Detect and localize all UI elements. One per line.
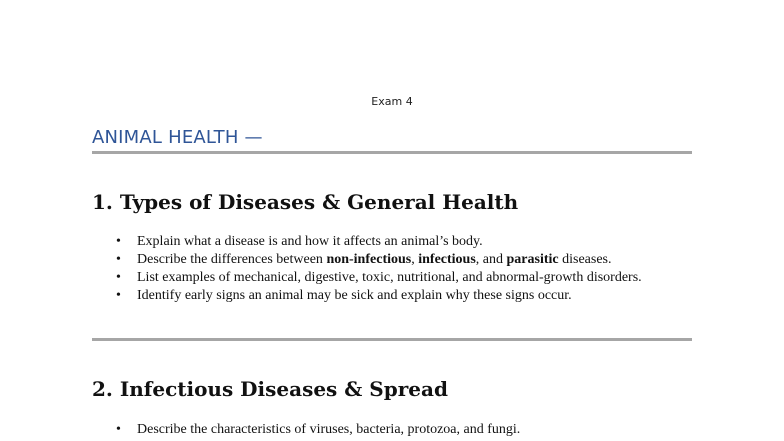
text-run: , xyxy=(411,252,419,267)
text-run: Describe the differences between xyxy=(137,252,327,267)
list-item-text xyxy=(137,252,612,267)
title-divider xyxy=(92,151,692,154)
bullet-icon: • xyxy=(116,288,121,303)
list-item xyxy=(92,251,692,269)
list-item-text: Describe the characteristics of viruses, bacteria, protozoa, and fungi. xyxy=(137,422,521,437)
document-title: ANIMAL HEALTH — xyxy=(92,127,263,148)
page-header: Exam 4 xyxy=(371,95,413,108)
bullet-icon: • xyxy=(116,270,121,285)
list-item xyxy=(92,233,692,251)
list-item-text: List examples of mechanical, digestive, toxic, nutritional, and abnormal-growth disorders. xyxy=(137,270,642,285)
term-parasitic: parasitic xyxy=(506,252,559,267)
section-1-list xyxy=(92,233,692,305)
term-infectious: infectious xyxy=(418,252,476,267)
bullet-icon: • xyxy=(116,252,121,267)
bullet-icon: • xyxy=(116,234,121,249)
term-non-infectious: non-infectious xyxy=(326,252,412,267)
list-item xyxy=(92,287,692,305)
list-item-text: Explain what a disease is and how it affects an animal’s body. xyxy=(137,234,483,249)
text-run: , and xyxy=(475,252,507,267)
list-item xyxy=(92,421,692,439)
list-item-text: Identify early signs an animal may be sick and explain why these signs occur. xyxy=(137,288,572,303)
section-heading-1: 1. Types of Diseases & General Health xyxy=(92,190,519,214)
text-run: diseases. xyxy=(558,252,612,267)
bullet-icon: • xyxy=(116,422,121,437)
section-divider xyxy=(92,338,692,341)
section-2-list xyxy=(92,421,692,439)
section-heading-2: 2. Infectious Diseases & Spread xyxy=(92,377,448,401)
list-item xyxy=(92,269,692,287)
